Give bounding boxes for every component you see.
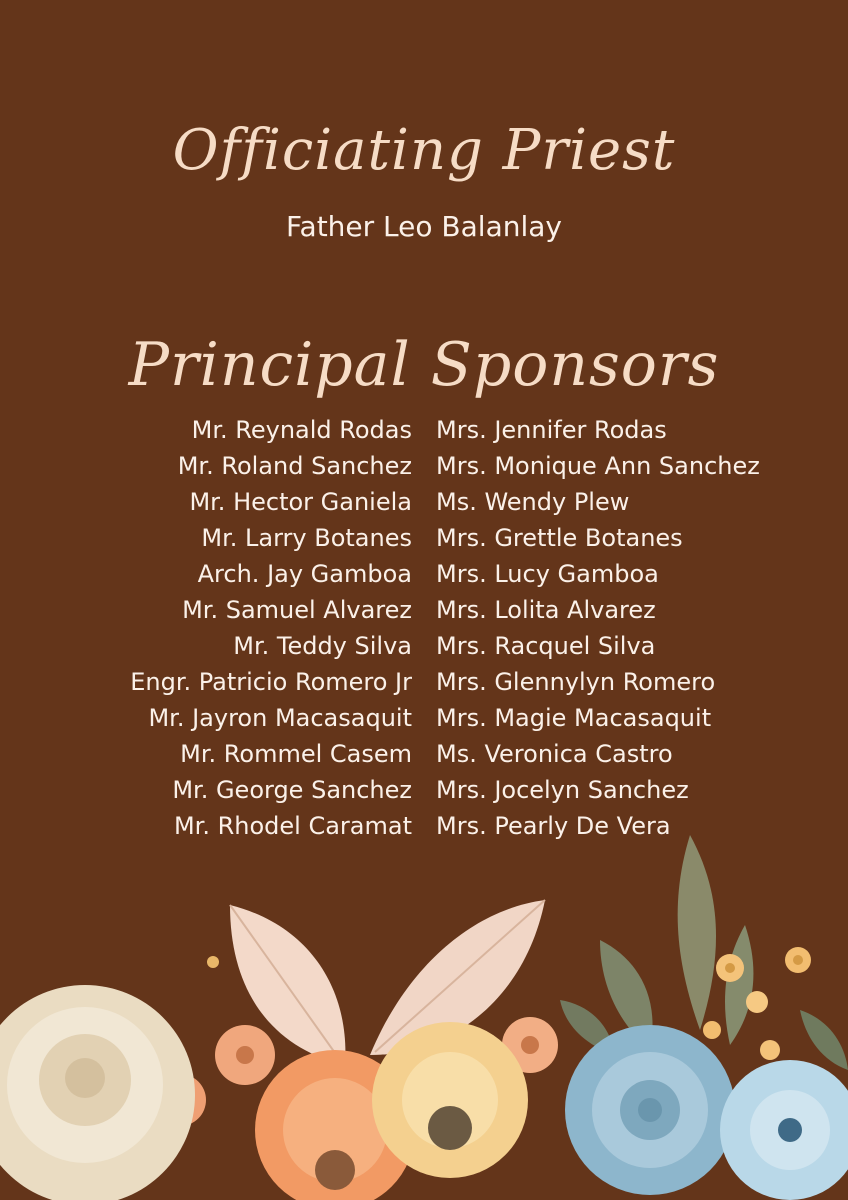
sponsor-row — [0, 556, 848, 592]
sponsor-male: Engr. Patricio Romero Jr — [130, 668, 412, 696]
sponsor-female: Ms. Wendy Plew — [436, 488, 630, 516]
sponsor-row — [0, 700, 848, 736]
blue-rose-icon — [565, 1025, 735, 1195]
sponsor-male: Mr. Teddy Silva — [233, 632, 412, 660]
sponsor-male: Mr. Rommel Casem — [180, 740, 412, 768]
principal-sponsors-heading: Principal Sponsors — [128, 330, 720, 400]
sponsor-female: Mrs. Glennylyn Romero — [436, 668, 716, 696]
sponsor-row — [0, 484, 848, 520]
sponsor-female: Mrs. Monique Ann Sanchez — [436, 452, 760, 480]
sponsor-female: Mrs. Pearly De Vera — [436, 812, 671, 840]
sponsor-male: Arch. Jay Gamboa — [197, 560, 412, 588]
sponsor-male: Mr. Roland Sanchez — [177, 452, 412, 480]
officiating-priest-heading: Officiating Priest — [172, 118, 676, 183]
floral-decoration — [0, 830, 848, 1200]
sponsor-row — [0, 412, 848, 448]
sponsor-row — [0, 592, 848, 628]
sponsor-male: Mr. George Sanchez — [172, 776, 412, 804]
sponsor-row — [0, 628, 848, 664]
sponsor-male: Mr. Larry Botanes — [201, 524, 412, 552]
sponsor-female: Mrs. Magie Macasaquit — [436, 704, 712, 732]
sponsor-male: Mr. Rhodel Caramat — [173, 812, 412, 840]
sponsor-female: Mrs. Racquel Silva — [436, 632, 656, 660]
light-blue-flower-icon — [720, 1060, 848, 1200]
sponsor-row — [0, 772, 848, 808]
sponsor-male: Mr. Samuel Alvarez — [182, 596, 412, 624]
sponsor-female: Mrs. Jocelyn Sanchez — [436, 776, 689, 804]
sponsor-row — [0, 448, 848, 484]
sponsor-female: Ms. Veronica Castro — [436, 740, 673, 768]
sponsor-female: Mrs. Jennifer Rodas — [436, 416, 667, 444]
sponsor-male: Mr. Jayron Macasaquit — [148, 704, 412, 732]
sponsor-female: Mrs. Lucy Gamboa — [436, 560, 659, 588]
sponsor-female: Mrs. Lolita Alvarez — [436, 596, 656, 624]
yellow-daisy-icon — [372, 1022, 528, 1178]
sponsor-male: Mr. Hector Ganiela — [189, 488, 412, 516]
sponsor-row — [0, 520, 848, 556]
sponsor-row — [0, 664, 848, 700]
cream-rose-icon — [0, 985, 195, 1200]
sponsor-row — [0, 736, 848, 772]
sponsor-female: Mrs. Grettle Botanes — [436, 524, 683, 552]
sponsor-male: Mr. Reynald Rodas — [191, 416, 412, 444]
priest-name: Father Leo Balanlay — [286, 210, 562, 243]
